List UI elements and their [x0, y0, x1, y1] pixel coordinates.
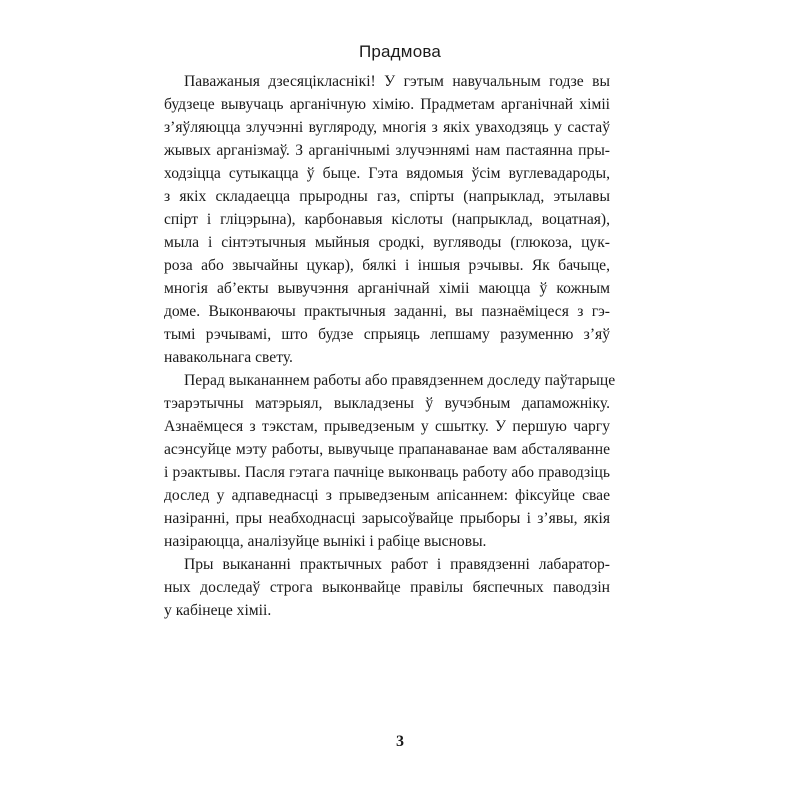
paragraph-2 — [164, 369, 616, 553]
page-number: 3 — [396, 733, 404, 750]
text-line: Паважаныя дзесяцікласнікі! У гэтым навучальным годзе вы — [184, 73, 610, 90]
text-line: Пры выкананні практычных работ і правядзенні лабаратор- — [184, 556, 610, 573]
text-line: назіраюцца, аналізуйце вынікі і рабіце высновы. — [164, 533, 487, 550]
text-line: Перад выкананнем работы або правядзеннем доследу паўтарыце — [184, 372, 616, 389]
text-line: Азнаёмцеся з тэкстам, прыведзеным у сшытку. У першую чаргу — [164, 418, 610, 435]
text-line: і рэактывы. Пасля гэтага пачніце выконваць работу або праводзіць — [164, 464, 610, 481]
text-line: навакольнага свету. — [164, 349, 293, 366]
paragraph-1 — [164, 70, 610, 369]
text-line: тэарэтычны матэрыял, выкладзены ў вучэбным дапаможніку. — [164, 395, 610, 412]
text-line: мыла і сінтэтычныя мыйныя сродкі, вугляводы (глюкоза, цук- — [164, 234, 610, 251]
text-line: роза або звычайны цукар), бялкі і іншыя рэчывы. Як бачыце, — [164, 257, 610, 274]
text-line: назіранні, пры неабходнасці зарысоўвайце прыборы і з’явы, якія — [164, 510, 610, 527]
text-line: спірт і гліцэрына), карбонавыя кіслоты (напрыклад, воцатная), — [164, 211, 610, 228]
text-line: тымі рэчывамі, што будзе спрыяць лепшаму разуменню з’яў — [164, 326, 610, 343]
text-line: з’яўляюцца злучэнні вугляроду, многія з якіх уваходзяць у састаў — [164, 119, 610, 136]
text-line: у кабінеце хіміі. — [164, 602, 272, 619]
body-text — [164, 70, 616, 622]
text-line: многія аб’екты вывучэння арганічнай хіміі маюцца ў кожным — [164, 280, 610, 297]
text-line: з якіх складаецца прыродны газ, спірты (напрыклад, этылавы — [164, 188, 610, 205]
text-line: ных доследаў строга выконвайце правілы бяспечных паводзін — [164, 579, 610, 596]
text-line: доме. Выконваючы практычныя заданні, вы пазнаёміцеся з гэ- — [164, 303, 610, 320]
text-line: дослед у адпаведнасці з прыведзеным апісаннем: фіксуйце свае — [164, 487, 610, 504]
text-line: будзеце вывучаць арганічную хімію. Прадметам арганічнай хіміі — [164, 96, 610, 113]
text-line: асэнсуйце мэту работы, вывучыце прапанаванае вам абсталяванне — [164, 441, 610, 458]
text-line: ходзіцца сутыкацца ў быце. Гэта вядомыя ўсім вуглевадароды, — [164, 165, 610, 182]
page-title: Прадмова — [358, 42, 442, 61]
text-line: жывых арганізмаў. З арганічнымі злучэннямі нам пастаянна пры- — [164, 142, 610, 159]
paragraph-3 — [164, 553, 610, 622]
